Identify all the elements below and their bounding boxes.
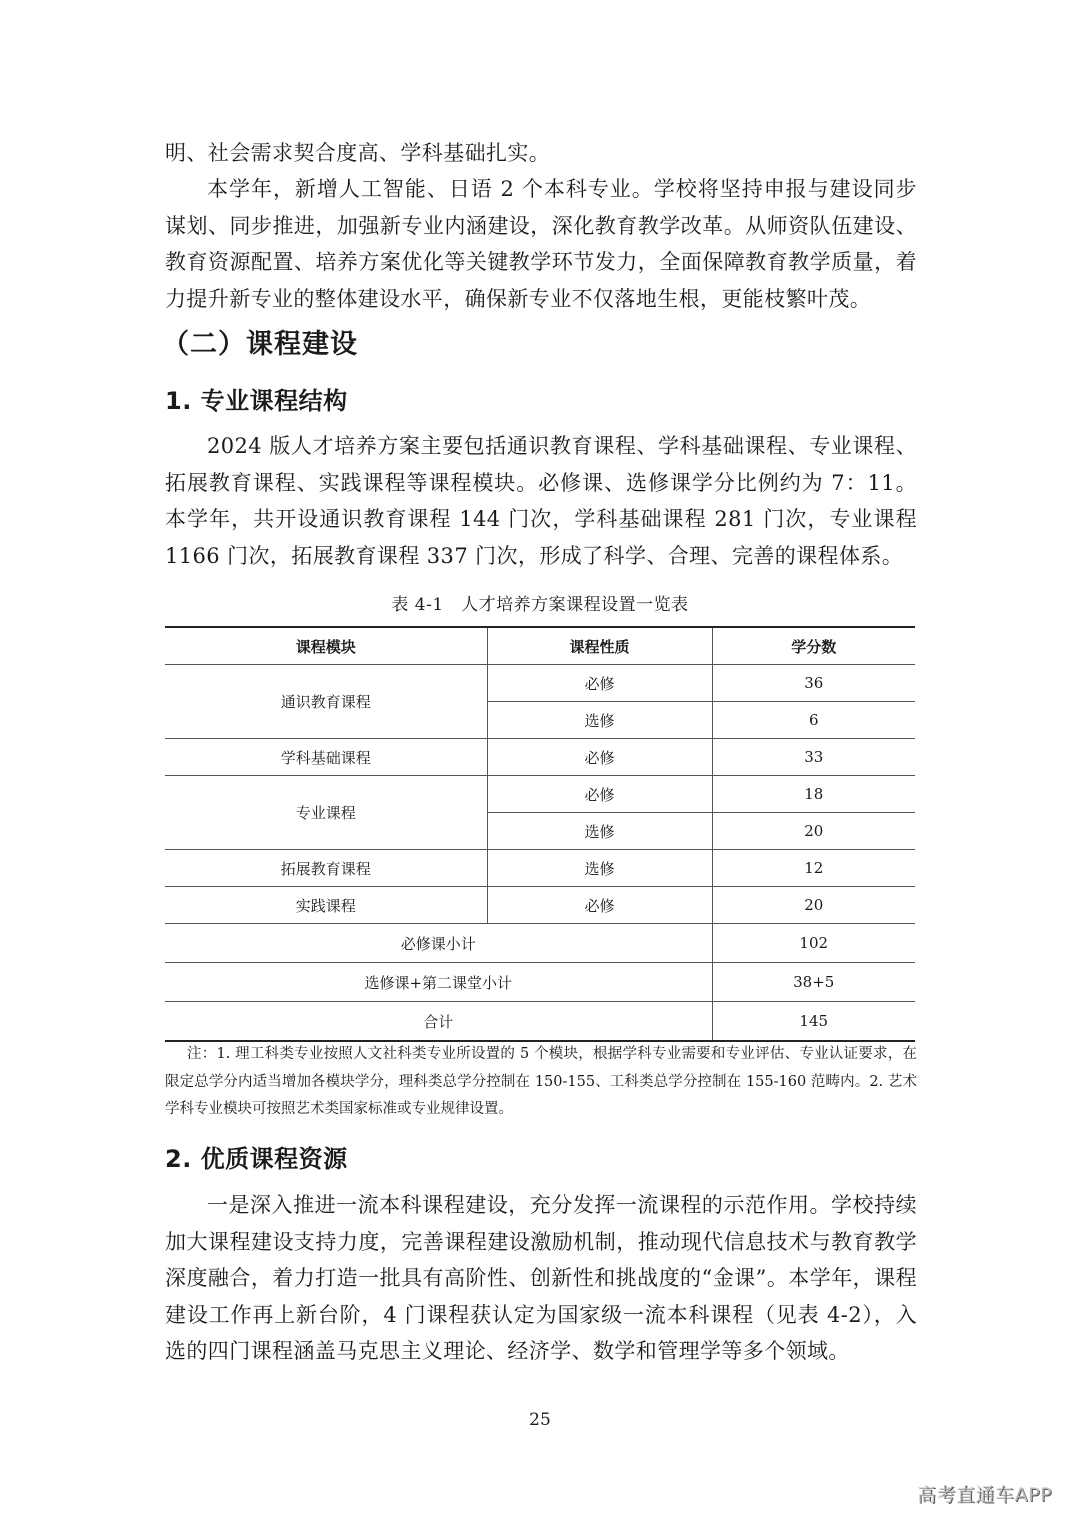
- cell-total-label: 合计: [165, 1002, 712, 1042]
- table-row-subtotal-required: [165, 924, 915, 963]
- table-row: [165, 739, 915, 776]
- cell-credits: 18: [712, 776, 915, 813]
- cell-credits: 33: [712, 739, 915, 776]
- cell-type: 必修: [487, 739, 712, 776]
- cell-total-credits: 102: [712, 924, 915, 963]
- paragraph-new-majors: 本学年，新增人工智能、日语 2 个本科专业。学校将坚持申报与建设同步谋划、同步推进，加强新专业内涵建设，深化教育教学改革。从师资队伍建设、教育资源配置、培养方案优化等关键教学环节发力，全面保障教育教学质量，着力提升新专业的整体建设水平，确保新专业不仅落地生根，更能枝繁叶茂。: [165, 177, 917, 311]
- table-row-total: [165, 1002, 915, 1042]
- cell-credits: 36: [712, 665, 915, 702]
- header-module: 课程模块: [165, 627, 487, 665]
- watermark-text: 高考直通车APP: [917, 1484, 1052, 1506]
- cell-credits: 6: [712, 702, 915, 739]
- cell-total-label: 选修课+第二课堂小计: [165, 963, 712, 1002]
- cell-credits: 12: [712, 850, 915, 887]
- cell-type: 选修: [487, 850, 712, 887]
- cell-type: 必修: [487, 887, 712, 924]
- cell-total-credits: 145: [712, 1002, 915, 1042]
- cell-type: 选修: [487, 702, 712, 739]
- table-row: [165, 776, 915, 813]
- cell-module: 专业课程: [165, 776, 487, 850]
- cell-type: 必修: [487, 665, 712, 702]
- cell-module: 拓展教育课程: [165, 850, 487, 887]
- table-note: 注：1. 理工科类专业按照人文社科类专业所设置的 5 个模块，根据学科专业需要和专业评估、专业认证要求，在限定总学分内适当增加各模块学分，理科类总学分控制在 150-155、工科类总学分控制在 155-160 范畴内。2. 艺术学科专业模块可按照艺术类国家标准或专业规律设置。: [165, 1046, 917, 1117]
- table-row: [165, 850, 915, 887]
- header-type: 课程性质: [487, 627, 712, 665]
- paragraph-continuation: 明、社会需求契合度高、学科基础扎实。: [165, 141, 551, 165]
- table-row: [165, 887, 915, 924]
- table-row: [165, 665, 915, 702]
- cell-module: 学科基础课程: [165, 739, 487, 776]
- cell-module: 通识教育课程: [165, 665, 487, 739]
- cell-module: 实践课程: [165, 887, 487, 924]
- header-credits: 学分数: [712, 627, 915, 665]
- section-heading-course-construction: （二）课程建设: [162, 329, 358, 360]
- table-row-subtotal-elective: [165, 963, 915, 1002]
- table-header-row: [165, 627, 915, 665]
- page-number: 25: [529, 1410, 551, 1430]
- subheading-course-structure: 1. 专业课程结构: [165, 387, 348, 415]
- paragraph-course-structure: 2024 版人才培养方案主要包括通识教育课程、学科基础课程、专业课程、拓展教育课程、实践课程等课程模块。必修课、选修课学分比例约为 7：11。本学年，共开设通识教育课程 144 门次，学科基础课程 281 门次，专业课程 1166 门次，拓展教育课程 337 门次，形成了科学、合理、完善的课程体系。: [165, 434, 917, 568]
- cell-credits: 20: [712, 887, 915, 924]
- cell-type: 必修: [487, 776, 712, 813]
- course-table: [165, 626, 915, 1042]
- cell-type: 选修: [487, 813, 712, 850]
- cell-total-label: 必修课小计: [165, 924, 712, 963]
- cell-total-credits: 38+5: [712, 963, 915, 1002]
- cell-credits: 20: [712, 813, 915, 850]
- paragraph-quality-resources: 一是深入推进一流本科课程建设，充分发挥一流课程的示范作用。学校持续加大课程建设支持力度，完善课程建设激励机制，推动现代信息技术与教育教学深度融合，着力打造一批具有高阶性、创新性和挑战度的“金课”。本学年，课程建设工作再上新台阶，4 门课程获认定为国家级一流本科课程（见表 4-2），入选的四门课程涵盖马克思主义理论、经济学、数学和管理学等多个领域。: [165, 1193, 917, 1363]
- subheading-quality-resources: 2. 优质课程资源: [165, 1145, 348, 1173]
- table-caption: 表 4-1 人才培养方案课程设置一览表: [391, 595, 689, 615]
